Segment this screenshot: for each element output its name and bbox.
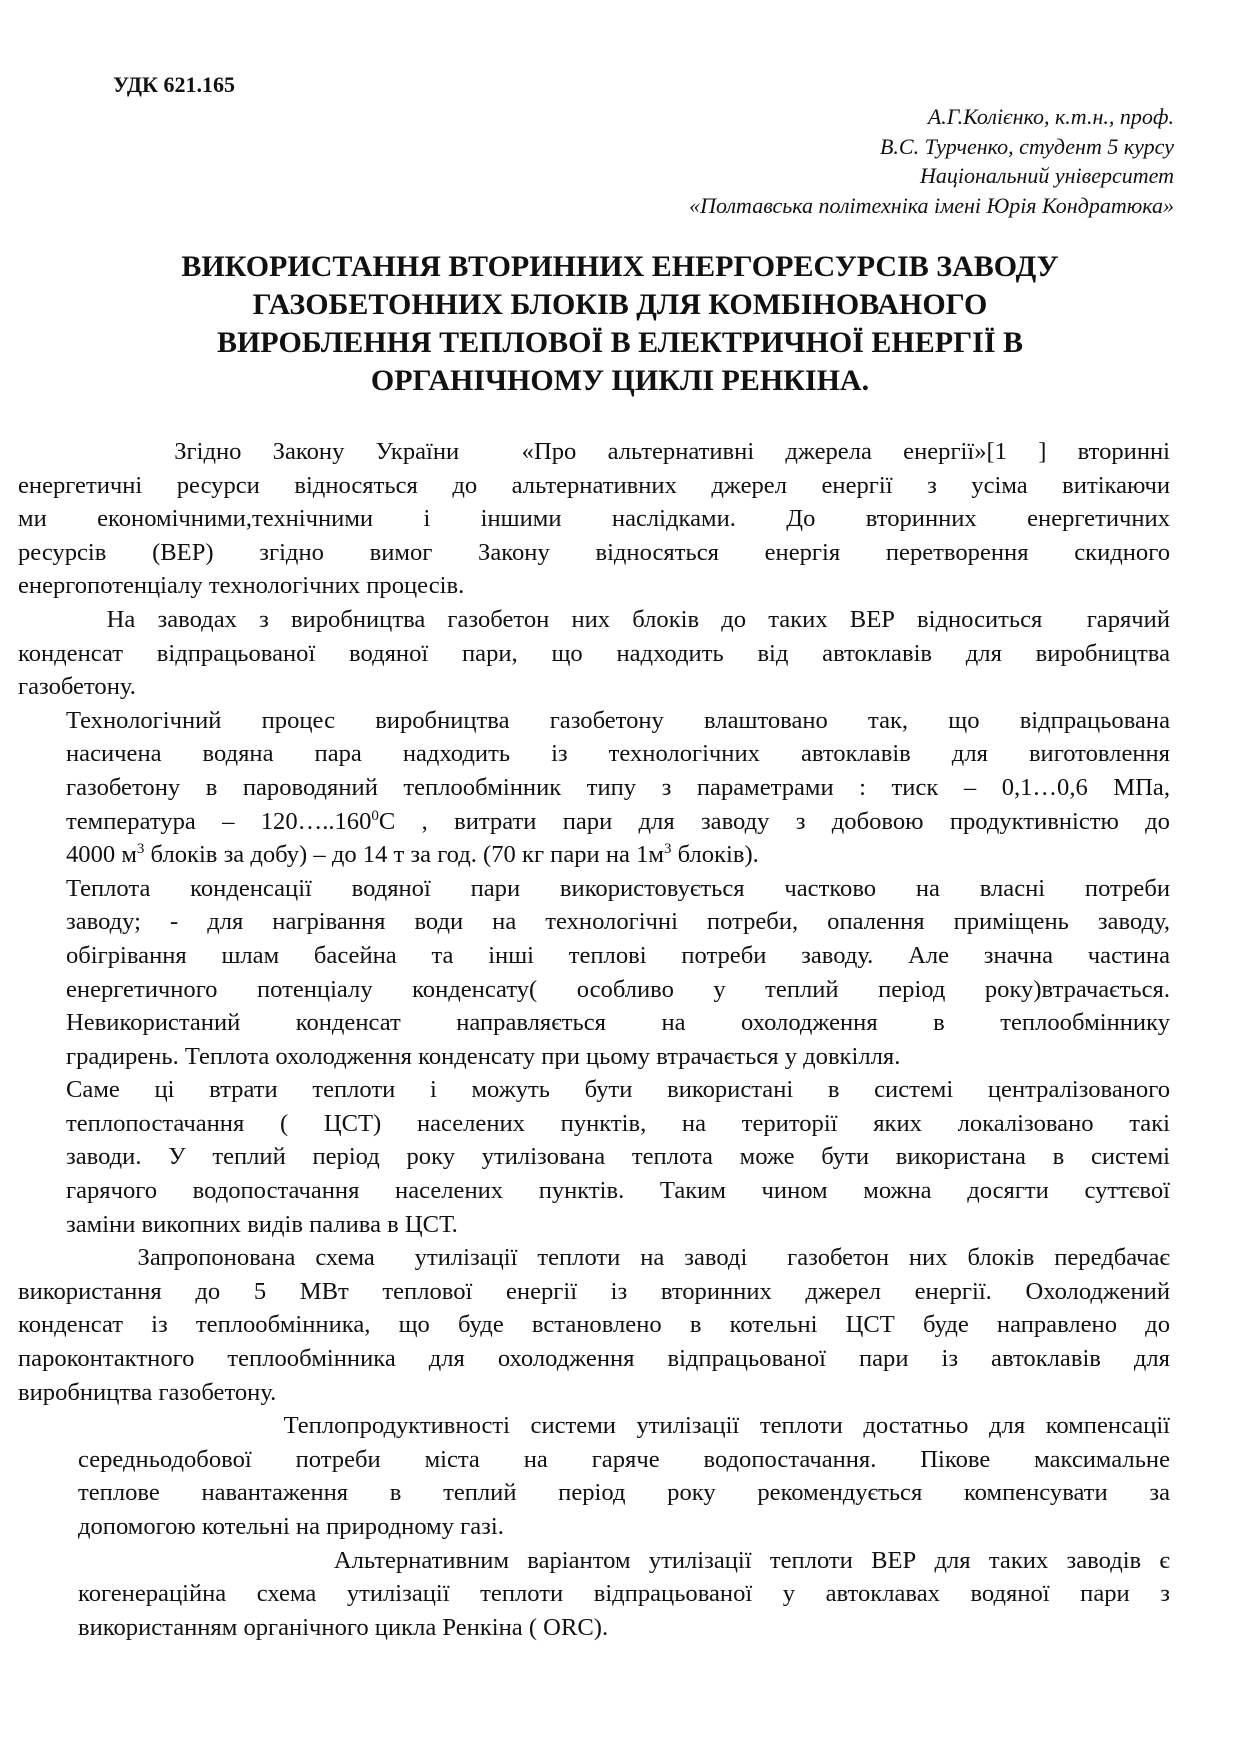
text-fragment: 4000 м xyxy=(66,841,137,869)
title-line: ОРГАНІЧНОМУ ЦИКЛІ РЕНКІНА. xyxy=(370,364,870,397)
paragraph-capacity xyxy=(78,1409,1170,1543)
text-line: Технологічний процес виробництва газобетону влаштовано так, що відпрацьована xyxy=(66,706,1170,734)
text-fragment: температура – 120…..160 xyxy=(66,807,372,835)
superscript: 3 xyxy=(136,840,145,857)
text-line: газобетону в пароводяний теплообмінник типу з параметрами : тиск – 0,1…0,6 МПа, xyxy=(66,773,1170,801)
text-line: Згідно Закону України «Про альтернативні джерела енергії»[1 ] вторинні xyxy=(18,438,1170,465)
affiliation-line: Національний університет xyxy=(919,163,1174,188)
title-line: ВИКОРИСТАННЯ ВТОРИННИХ ЕНЕРГОРЕСУРСІВ ЗАВОДУ xyxy=(181,250,1059,283)
text-line: насичена водяна пара надходить із технологічних автоклавів для виготовлення xyxy=(66,740,1170,768)
paragraph-proposed-scheme xyxy=(18,1241,1170,1409)
text-line: виробництва газобетону. xyxy=(18,1378,277,1406)
text-line: використання до 5 МВт теплової енергії із вторинних джерел енергії. Охолоджений xyxy=(18,1277,1170,1305)
text-line: Теплота конденсації водяної пари використовується частково на власні потреби xyxy=(66,874,1170,902)
text-line: газобетону. xyxy=(18,673,136,701)
text-fragment: С , витрати пари для заводу з добовою продуктивністю до xyxy=(378,807,1170,835)
text-line: На заводах з виробництва газобетон них блоків до таких ВЕР відноситься гарячий xyxy=(18,605,1170,633)
text-line xyxy=(66,805,1170,839)
text-line: Невикористаний конденсат направляється на охолодження в теплообміннику xyxy=(66,1009,1170,1037)
text-line: теплове навантаження в теплий період року рекомендується компенсувати за xyxy=(78,1479,1170,1507)
text-line: Теплопродуктивності системи утилізації теплоти достатньо для компенсації xyxy=(78,1412,1170,1440)
text-line xyxy=(66,838,1170,872)
text-line: ресурсів (ВЕР) згідно вимог Закону відносяться енергія перетворення скидного xyxy=(18,538,1170,566)
text-line: заводу; - для нагрівання води на технологічні потреби, опалення приміщень заводу, xyxy=(66,908,1170,936)
text-line: теплопостачання ( ЦСТ) населених пунктів, на території яких локалізовано такі xyxy=(66,1109,1170,1137)
paragraph-plants xyxy=(18,603,1170,704)
text-line: допомогою котельні на природному газі. xyxy=(78,1513,504,1540)
text-line: обігрівання шлам басейна та інші теплові потреби заводу. Але значна частина xyxy=(66,941,1170,969)
text-line: градирень. Теплота охолодження конденсату при цьому втрачається у довкілля. xyxy=(66,1042,901,1070)
paragraph-condensation xyxy=(66,872,1170,1074)
paragraph-process xyxy=(66,704,1170,872)
text-line: енергетичні ресурси відносяться до альтернативних джерел енергії з усіма витікаючи xyxy=(18,471,1170,499)
superscript: 0 xyxy=(371,807,379,824)
author-block xyxy=(474,102,1174,220)
superscript: 3 xyxy=(663,840,672,857)
paragraph-heat-losses xyxy=(66,1073,1170,1241)
title-line: ВИРОБЛЕННЯ ТЕПЛОВОЇ В ЕЛЕКТРИЧНОЇ ЕНЕРГІЇ В xyxy=(216,326,1024,359)
text-line: заводи. У теплий період року утилізована теплота може бути використана в системі xyxy=(66,1143,1170,1171)
text-line: ми економічними,технічними і іншими наслідками. До вторинних енергетичних xyxy=(18,505,1170,533)
text-line: конденсат із теплообмінника, що буде встановлено в котельні ЦСТ буде направлено до xyxy=(18,1311,1170,1339)
paragraph-intro xyxy=(18,435,1170,603)
paragraph-orc-alternative xyxy=(78,1544,1170,1645)
text-line: використанням органічного цикла Ренкіна ( ORC). xyxy=(78,1613,609,1641)
text-line: Саме ці втрати теплоти і можуть бути використані в системі централізованого xyxy=(66,1076,1170,1104)
text-line: когенераційна схема утилізації теплоти відпрацьованої у автоклавах водяної пари з xyxy=(78,1580,1170,1608)
udc-code: УДК 621.165 xyxy=(113,72,236,97)
text-line: конденсат відпрацьованої водяної пари, що надходить від автоклавів для виробництва xyxy=(18,639,1170,667)
text-fragment: блоків). xyxy=(671,841,759,869)
body-text xyxy=(18,435,1170,1644)
text-line: заміни викопних видів палива в ЦСТ. xyxy=(66,1210,458,1238)
text-line: Альтернативним варіантом утилізації теплоти ВЕР для таких заводів є xyxy=(78,1546,1170,1574)
title-line: ГАЗОБЕТОННИХ БЛОКІВ ДЛЯ КОМБІНОВАНОГО xyxy=(252,288,988,321)
paper-title xyxy=(80,248,1160,400)
affiliation-line: «Полтавська політехніка імені Юрія Кондратюка» xyxy=(689,192,1174,218)
text-line: енергетичного потенціалу конденсату( особливо у теплий період року)втрачається. xyxy=(66,975,1170,1003)
text-line: середньодобової потреби міста на гаряче водопостачання. Пікове максимальне xyxy=(78,1445,1170,1473)
author-line: В.С. Турченко, студент 5 курсу xyxy=(879,133,1174,159)
text-line: гарячого водопостачання населених пунктів. Таким чином можна досягти суттєвої xyxy=(66,1177,1170,1205)
text-line: пароконтактного теплообмінника для охолодження відпрацьованої пари із автоклавів для xyxy=(18,1345,1170,1373)
author-line: А.Г.Колієнко, к.т.н., проф. xyxy=(927,104,1174,129)
text-line: енергопотенціалу технологічних процесів. xyxy=(18,572,465,600)
text-line: Запропонована схема утилізації теплоти на заводі газобетон них блоків передбачає xyxy=(18,1244,1170,1272)
text-fragment: блоків за добу) – до 14 т за год. (70 кг пари на 1м xyxy=(144,841,664,869)
